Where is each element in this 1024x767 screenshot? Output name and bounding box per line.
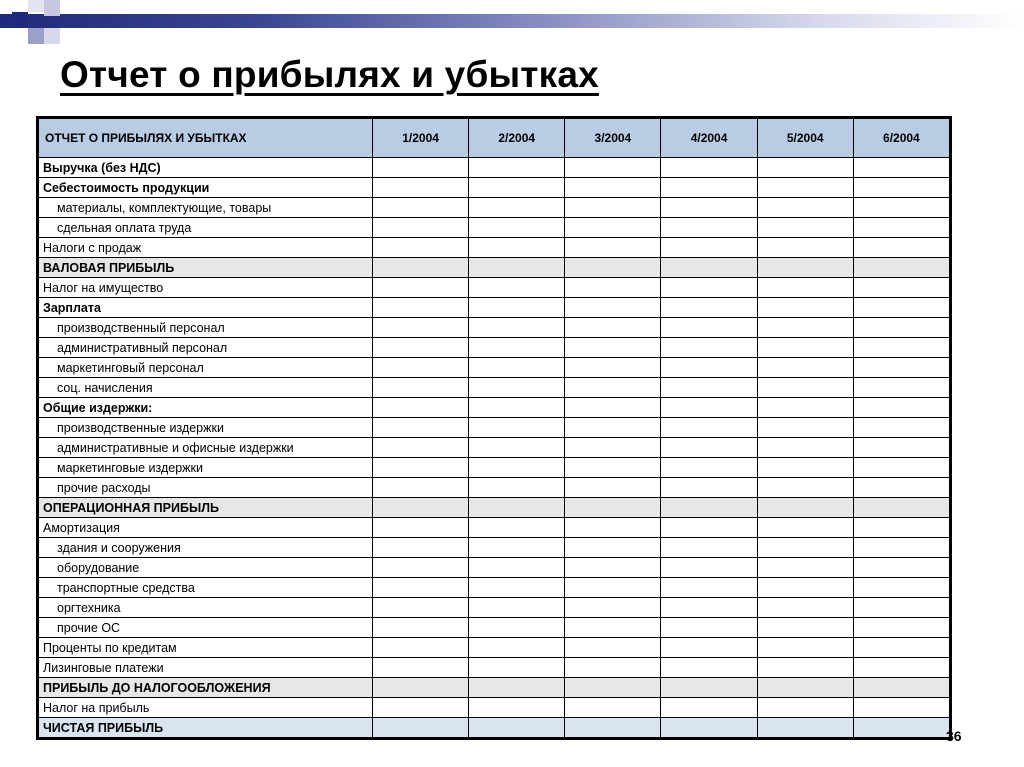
value-cell[interactable] xyxy=(565,238,661,258)
value-cell[interactable] xyxy=(373,498,469,518)
decorative-square xyxy=(28,28,44,44)
row-label: ОПЕРАЦИОННАЯ ПРИБЫЛЬ xyxy=(39,498,373,518)
table-header-row xyxy=(39,119,950,158)
value-cell[interactable] xyxy=(469,258,565,278)
value-cell[interactable] xyxy=(565,438,661,458)
value-cell[interactable] xyxy=(661,218,757,238)
value-cell[interactable] xyxy=(565,278,661,298)
value-cell[interactable] xyxy=(853,298,949,318)
row-label: Зарплата xyxy=(39,298,373,318)
value-cell[interactable] xyxy=(757,518,853,538)
value-cell[interactable] xyxy=(373,178,469,198)
value-cell[interactable] xyxy=(661,238,757,258)
table-row xyxy=(39,678,950,698)
value-cell[interactable] xyxy=(853,378,949,398)
value-cell[interactable] xyxy=(373,238,469,258)
period-header: 4/2004 xyxy=(661,119,757,158)
value-cell[interactable] xyxy=(661,298,757,318)
table-row xyxy=(39,298,950,318)
row-label: соц. начисления xyxy=(39,378,373,398)
value-cell[interactable] xyxy=(757,258,853,278)
value-cell[interactable] xyxy=(373,618,469,638)
value-cell[interactable] xyxy=(757,538,853,558)
row-label: прочие расходы xyxy=(39,478,373,498)
table-row xyxy=(39,698,950,718)
value-cell[interactable] xyxy=(469,298,565,318)
value-cell[interactable] xyxy=(373,678,469,698)
table-row xyxy=(39,258,950,278)
period-header: 2/2004 xyxy=(469,119,565,158)
decorative-square xyxy=(12,12,28,28)
value-cell[interactable] xyxy=(853,478,949,498)
value-cell[interactable] xyxy=(469,558,565,578)
table-row xyxy=(39,198,950,218)
table-row xyxy=(39,458,950,478)
period-header: 6/2004 xyxy=(853,119,949,158)
value-cell[interactable] xyxy=(757,158,853,178)
value-cell[interactable] xyxy=(565,578,661,598)
value-cell[interactable] xyxy=(469,618,565,638)
value-cell[interactable] xyxy=(373,458,469,478)
value-cell[interactable] xyxy=(853,678,949,698)
row-label: Амортизация xyxy=(39,518,373,538)
value-cell[interactable] xyxy=(373,398,469,418)
value-cell[interactable] xyxy=(373,358,469,378)
value-cell[interactable] xyxy=(853,358,949,378)
value-cell[interactable] xyxy=(853,658,949,678)
value-cell[interactable] xyxy=(373,218,469,238)
row-label: Налог на прибыль xyxy=(39,698,373,718)
value-cell[interactable] xyxy=(661,278,757,298)
table-row xyxy=(39,378,950,398)
row-label: здания и сооружения xyxy=(39,538,373,558)
table-row xyxy=(39,278,950,298)
table-row xyxy=(39,398,950,418)
value-cell[interactable] xyxy=(853,498,949,518)
value-cell[interactable] xyxy=(853,718,949,738)
value-cell[interactable] xyxy=(853,158,949,178)
value-cell[interactable] xyxy=(469,338,565,358)
row-label: ЧИСТАЯ ПРИБЫЛЬ xyxy=(39,718,373,738)
value-cell[interactable] xyxy=(853,518,949,538)
value-cell[interactable] xyxy=(853,258,949,278)
value-cell[interactable] xyxy=(661,698,757,718)
decorative-square xyxy=(28,0,44,12)
value-cell[interactable] xyxy=(757,338,853,358)
table-row xyxy=(39,718,950,738)
value-cell[interactable] xyxy=(853,418,949,438)
value-cell[interactable] xyxy=(757,298,853,318)
row-label: административный персонал xyxy=(39,338,373,358)
value-cell[interactable] xyxy=(373,258,469,278)
value-cell[interactable] xyxy=(757,418,853,438)
table-row xyxy=(39,638,950,658)
value-cell[interactable] xyxy=(469,518,565,538)
value-cell[interactable] xyxy=(661,718,757,738)
value-cell[interactable] xyxy=(373,438,469,458)
value-cell[interactable] xyxy=(757,378,853,398)
value-cell[interactable] xyxy=(565,618,661,638)
value-cell[interactable] xyxy=(661,258,757,278)
value-cell[interactable] xyxy=(373,298,469,318)
value-cell[interactable] xyxy=(469,438,565,458)
value-cell[interactable] xyxy=(565,538,661,558)
value-cell[interactable] xyxy=(757,478,853,498)
value-cell[interactable] xyxy=(373,518,469,538)
value-cell[interactable] xyxy=(661,478,757,498)
table-row xyxy=(39,518,950,538)
value-cell[interactable] xyxy=(469,638,565,658)
value-cell[interactable] xyxy=(757,318,853,338)
table-row xyxy=(39,558,950,578)
value-cell[interactable] xyxy=(469,158,565,178)
value-cell[interactable] xyxy=(661,358,757,378)
value-cell[interactable] xyxy=(661,378,757,398)
decorative-header-band xyxy=(0,14,1024,28)
value-cell[interactable] xyxy=(469,578,565,598)
value-cell[interactable] xyxy=(853,398,949,418)
value-cell[interactable] xyxy=(469,658,565,678)
value-cell[interactable] xyxy=(469,378,565,398)
value-cell[interactable] xyxy=(373,598,469,618)
value-cell[interactable] xyxy=(853,698,949,718)
value-cell[interactable] xyxy=(469,198,565,218)
row-label: производственные издержки xyxy=(39,418,373,438)
decorative-square xyxy=(44,28,60,44)
value-cell[interactable] xyxy=(469,218,565,238)
value-cell[interactable] xyxy=(661,158,757,178)
value-cell[interactable] xyxy=(565,718,661,738)
value-cell[interactable] xyxy=(661,438,757,458)
value-cell[interactable] xyxy=(853,178,949,198)
value-cell[interactable] xyxy=(661,338,757,358)
row-label: Себестоимость продукции xyxy=(39,178,373,198)
value-cell[interactable] xyxy=(373,478,469,498)
value-cell[interactable] xyxy=(469,598,565,618)
value-cell[interactable] xyxy=(565,558,661,578)
value-cell[interactable] xyxy=(757,358,853,378)
row-label: Общие издержки: xyxy=(39,398,373,418)
value-cell[interactable] xyxy=(565,338,661,358)
value-cell[interactable] xyxy=(373,318,469,338)
slide-number: 36 xyxy=(946,728,962,744)
value-cell[interactable] xyxy=(373,278,469,298)
value-cell[interactable] xyxy=(661,598,757,618)
value-cell[interactable] xyxy=(373,698,469,718)
value-cell[interactable] xyxy=(373,158,469,178)
value-cell[interactable] xyxy=(757,398,853,418)
row-label: оргтехника xyxy=(39,598,373,618)
value-cell[interactable] xyxy=(853,218,949,238)
value-cell[interactable] xyxy=(661,618,757,638)
value-cell[interactable] xyxy=(565,198,661,218)
row-label: производственный персонал xyxy=(39,318,373,338)
value-cell[interactable] xyxy=(757,618,853,638)
value-cell[interactable] xyxy=(469,458,565,478)
value-cell[interactable] xyxy=(565,178,661,198)
table-row xyxy=(39,658,950,678)
row-label: Налоги с продаж xyxy=(39,238,373,258)
value-cell[interactable] xyxy=(565,298,661,318)
value-cell[interactable] xyxy=(565,598,661,618)
value-cell[interactable] xyxy=(661,538,757,558)
row-label: маркетинговый персонал xyxy=(39,358,373,378)
value-cell[interactable] xyxy=(661,578,757,598)
value-cell[interactable] xyxy=(757,438,853,458)
value-cell[interactable] xyxy=(757,698,853,718)
table-row xyxy=(39,218,950,238)
value-cell[interactable] xyxy=(469,398,565,418)
table-row xyxy=(39,238,950,258)
table-row xyxy=(39,538,950,558)
value-cell[interactable] xyxy=(757,578,853,598)
value-cell[interactable] xyxy=(853,238,949,258)
value-cell[interactable] xyxy=(565,638,661,658)
value-cell[interactable] xyxy=(565,658,661,678)
value-cell[interactable] xyxy=(373,558,469,578)
value-cell[interactable] xyxy=(469,718,565,738)
value-cell[interactable] xyxy=(853,638,949,658)
value-cell[interactable] xyxy=(757,558,853,578)
value-cell[interactable] xyxy=(469,538,565,558)
value-cell[interactable] xyxy=(373,378,469,398)
value-cell[interactable] xyxy=(661,198,757,218)
value-cell[interactable] xyxy=(565,498,661,518)
value-cell[interactable] xyxy=(565,258,661,278)
value-cell[interactable] xyxy=(853,618,949,638)
value-cell[interactable] xyxy=(565,218,661,238)
value-cell[interactable] xyxy=(757,178,853,198)
value-cell[interactable] xyxy=(661,558,757,578)
value-cell[interactable] xyxy=(757,678,853,698)
table-header-title: ОТЧЕТ О ПРИБЫЛЯХ И УБЫТКАХ xyxy=(39,119,373,158)
table-row xyxy=(39,178,950,198)
value-cell[interactable] xyxy=(373,718,469,738)
value-cell[interactable] xyxy=(661,518,757,538)
value-cell[interactable] xyxy=(661,458,757,478)
decorative-square xyxy=(44,0,60,16)
value-cell[interactable] xyxy=(373,658,469,678)
table-row xyxy=(39,578,950,598)
value-cell[interactable] xyxy=(853,198,949,218)
value-cell[interactable] xyxy=(757,218,853,238)
row-label: ПРИБЫЛЬ ДО НАЛОГООБЛОЖЕНИЯ xyxy=(39,678,373,698)
value-cell[interactable] xyxy=(661,398,757,418)
value-cell[interactable] xyxy=(757,278,853,298)
table-row xyxy=(39,498,950,518)
period-header: 5/2004 xyxy=(757,119,853,158)
value-cell[interactable] xyxy=(469,678,565,698)
table-row xyxy=(39,598,950,618)
value-cell[interactable] xyxy=(469,698,565,718)
row-label: Налог на имущество xyxy=(39,278,373,298)
value-cell[interactable] xyxy=(565,398,661,418)
table-row xyxy=(39,358,950,378)
value-cell[interactable] xyxy=(757,198,853,218)
value-cell[interactable] xyxy=(853,558,949,578)
value-cell[interactable] xyxy=(853,438,949,458)
value-cell[interactable] xyxy=(373,578,469,598)
value-cell[interactable] xyxy=(469,318,565,338)
value-cell[interactable] xyxy=(469,418,565,438)
value-cell[interactable] xyxy=(565,418,661,438)
value-cell[interactable] xyxy=(853,458,949,478)
table-row xyxy=(39,338,950,358)
page-title: Отчет о прибылях и убытках xyxy=(60,54,599,95)
value-cell[interactable] xyxy=(757,718,853,738)
value-cell[interactable] xyxy=(565,458,661,478)
row-label: административные и офисные издержки xyxy=(39,438,373,458)
value-cell[interactable] xyxy=(757,458,853,478)
value-cell[interactable] xyxy=(469,238,565,258)
value-cell[interactable] xyxy=(661,418,757,438)
value-cell[interactable] xyxy=(757,238,853,258)
table-row xyxy=(39,418,950,438)
value-cell[interactable] xyxy=(565,698,661,718)
profit-loss-table-container xyxy=(36,116,952,740)
value-cell[interactable] xyxy=(565,518,661,538)
value-cell[interactable] xyxy=(757,658,853,678)
table-row xyxy=(39,438,950,458)
row-label: прочие ОС xyxy=(39,618,373,638)
period-header: 1/2004 xyxy=(373,119,469,158)
value-cell[interactable] xyxy=(373,338,469,358)
value-cell[interactable] xyxy=(565,678,661,698)
value-cell[interactable] xyxy=(853,318,949,338)
value-cell[interactable] xyxy=(853,538,949,558)
value-cell[interactable] xyxy=(469,498,565,518)
value-cell[interactable] xyxy=(469,358,565,378)
value-cell[interactable] xyxy=(373,538,469,558)
value-cell[interactable] xyxy=(661,498,757,518)
row-label: Проценты по кредитам xyxy=(39,638,373,658)
value-cell[interactable] xyxy=(565,158,661,178)
value-cell[interactable] xyxy=(853,338,949,358)
value-cell[interactable] xyxy=(661,638,757,658)
row-label: материалы, комплектующие, товары xyxy=(39,198,373,218)
value-cell[interactable] xyxy=(661,318,757,338)
value-cell[interactable] xyxy=(565,478,661,498)
row-label: транспортные средства xyxy=(39,578,373,598)
value-cell[interactable] xyxy=(853,278,949,298)
row-label: сдельная оплата труда xyxy=(39,218,373,238)
table-row xyxy=(39,478,950,498)
row-label: маркетинговые издержки xyxy=(39,458,373,478)
row-label: оборудование xyxy=(39,558,373,578)
value-cell[interactable] xyxy=(565,318,661,338)
value-cell[interactable] xyxy=(565,358,661,378)
value-cell[interactable] xyxy=(757,598,853,618)
table-row xyxy=(39,618,950,638)
value-cell[interactable] xyxy=(373,638,469,658)
value-cell[interactable] xyxy=(853,598,949,618)
value-cell[interactable] xyxy=(469,178,565,198)
value-cell[interactable] xyxy=(853,578,949,598)
period-header: 3/2004 xyxy=(565,119,661,158)
profit-loss-table xyxy=(38,118,950,738)
row-label: Лизинговые платежи xyxy=(39,658,373,678)
table-row xyxy=(39,158,950,178)
value-cell[interactable] xyxy=(661,678,757,698)
value-cell[interactable] xyxy=(661,658,757,678)
table-row xyxy=(39,318,950,338)
value-cell[interactable] xyxy=(757,498,853,518)
value-cell[interactable] xyxy=(661,178,757,198)
value-cell[interactable] xyxy=(469,278,565,298)
value-cell[interactable] xyxy=(565,378,661,398)
value-cell[interactable] xyxy=(757,638,853,658)
row-label: ВАЛОВАЯ ПРИБЫЛЬ xyxy=(39,258,373,278)
value-cell[interactable] xyxy=(469,478,565,498)
table-body xyxy=(39,158,950,738)
value-cell[interactable] xyxy=(373,418,469,438)
row-label: Выручка (без НДС) xyxy=(39,158,373,178)
value-cell[interactable] xyxy=(373,198,469,218)
